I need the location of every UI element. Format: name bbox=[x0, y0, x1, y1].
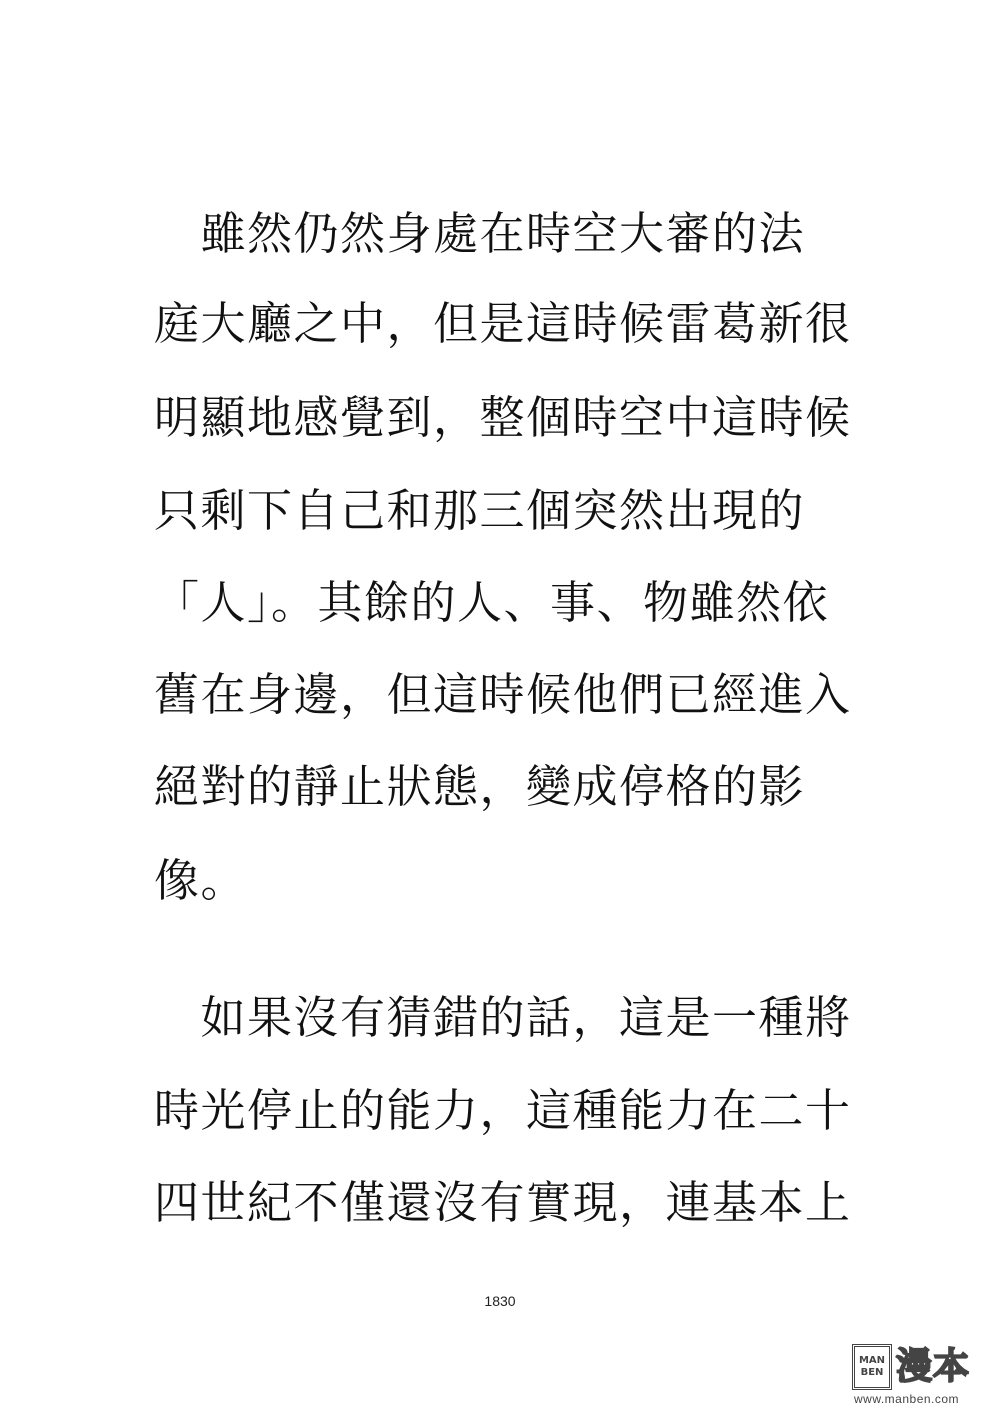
text-line: 雖然仍然身處在時空大審的法 bbox=[154, 207, 806, 260]
text-line: 只剩下自己和那三個突然出現的 bbox=[154, 484, 806, 537]
text-line: 「人」。其餘的人、事、物雖然依 bbox=[154, 576, 830, 629]
text-line: 明顯地感覺到，整個時空中這時候 bbox=[154, 391, 852, 444]
watermark-url: www.manben.com bbox=[854, 1392, 960, 1406]
watermark-logo-box bbox=[852, 1344, 892, 1390]
text-line: 如果沒有猜錯的話，這是一種將 bbox=[154, 991, 852, 1044]
text-line: 四世紀不僅還沒有實現，連基本上 bbox=[154, 1176, 852, 1229]
page-number: 1830 bbox=[484, 1293, 516, 1309]
text-line: 庭大廳之中，但是這時候雷葛新很 bbox=[154, 297, 852, 350]
text-line: 像。 bbox=[154, 854, 248, 907]
watermark-box-top: MAN bbox=[858, 1355, 886, 1366]
watermark-chinese: 漫本 bbox=[896, 1346, 971, 1387]
text-line: 舊在身邊，但這時候他們已經進入 bbox=[154, 668, 852, 721]
site-watermark bbox=[852, 1344, 992, 1408]
watermark-box-bottom: BEN bbox=[860, 1367, 884, 1378]
text-line: 時光停止的能力，這種能力在二十 bbox=[154, 1084, 852, 1137]
text-line: 絕對的靜止狀態，變成停格的影 bbox=[154, 760, 806, 813]
